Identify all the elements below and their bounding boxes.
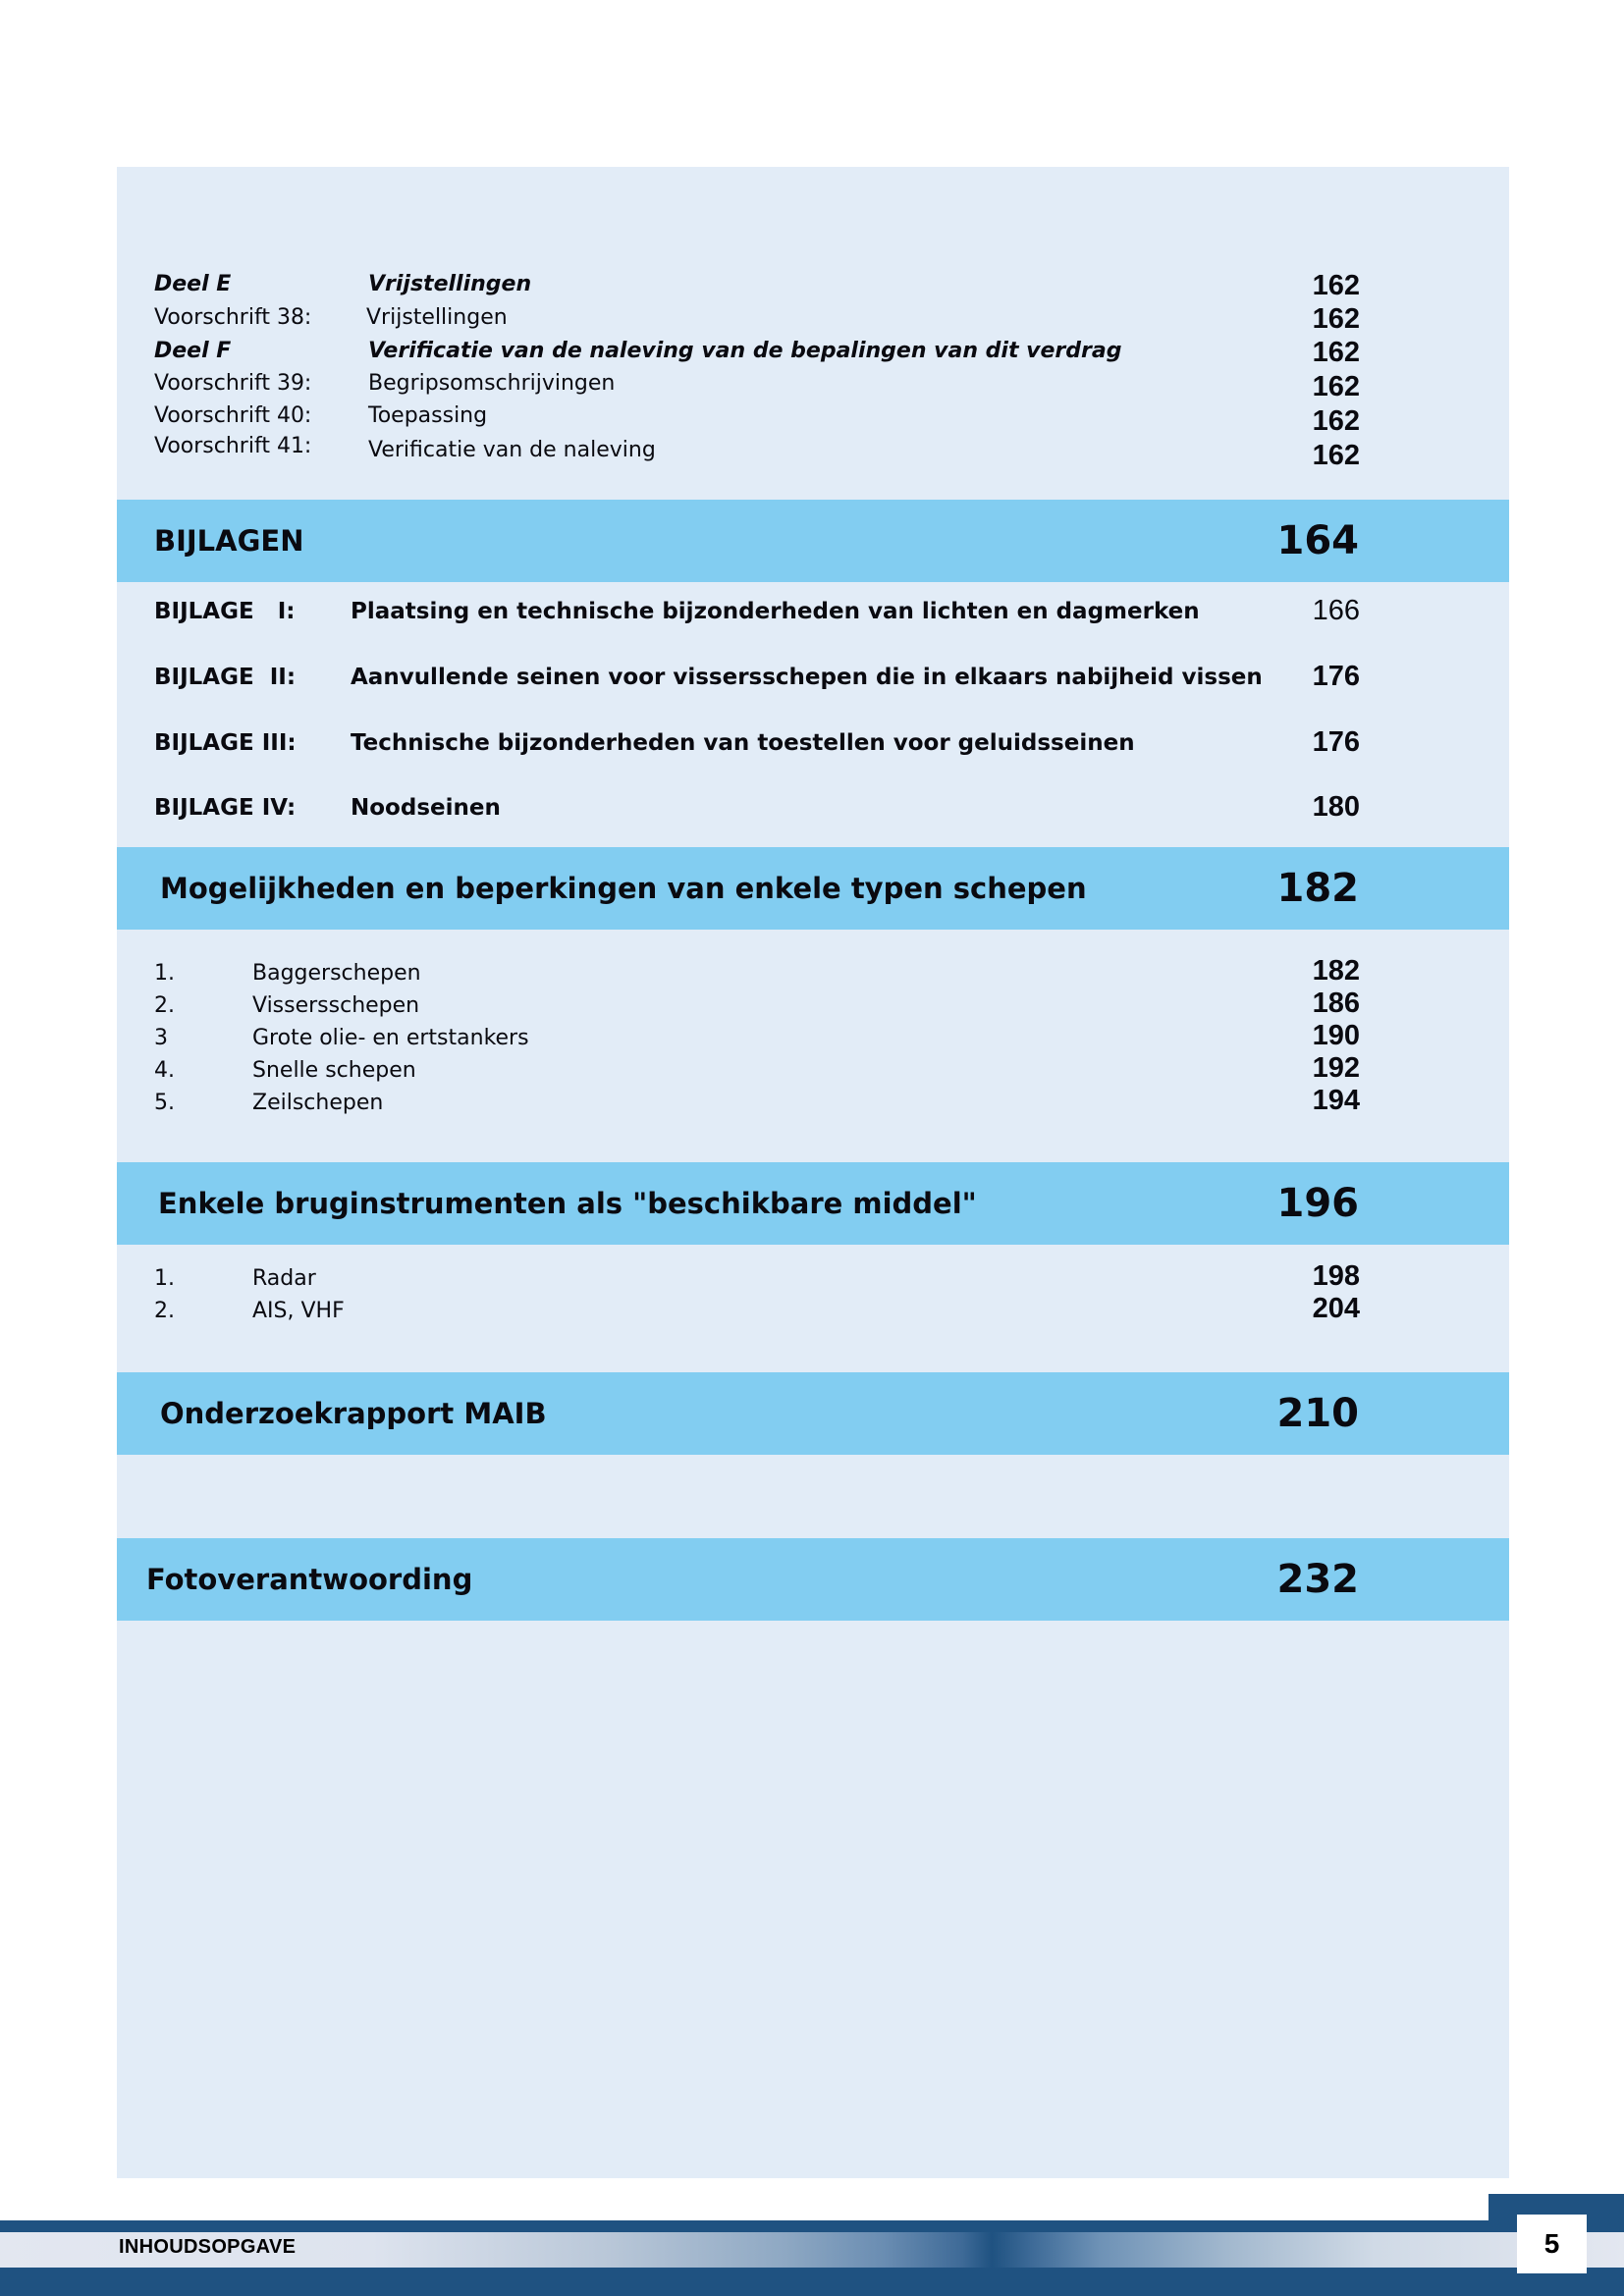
toc-row-label: BIJLAGE I: <box>154 599 296 624</box>
toc-row-title: AIS, VHF <box>252 1299 345 1323</box>
toc-row-title: Vissersschepen <box>252 993 420 1018</box>
toc-row-label: Voorschrift 40: <box>154 403 312 428</box>
section-title: Mogelijkheden en beperkingen van enkele typen schepen <box>160 872 1087 905</box>
toc-row-label: BIJLAGE III: <box>154 730 297 756</box>
section-title: Enkele bruginstrumenten als "beschikbare middel" <box>158 1187 977 1220</box>
section-header-bruginstrumenten[interactable] <box>117 1162 1509 1245</box>
toc-row-page: 162 <box>1312 303 1360 335</box>
section-header-fotoverantwoording[interactable] <box>117 1538 1509 1621</box>
toc-row-title: Grote olie- en ertstankers <box>252 1026 529 1050</box>
toc-row-page: 162 <box>1312 405 1360 437</box>
toc-row-page: 162 <box>1312 270 1360 301</box>
toc-row-title: Begripsomschrijvingen <box>368 371 616 396</box>
toc-row-title: Vrijstellingen <box>366 305 508 330</box>
toc-row-label: Deel E <box>154 272 232 296</box>
toc-row-page: 186 <box>1312 988 1360 1019</box>
toc-row-label: 5. <box>154 1091 175 1115</box>
toc-row-title: Plaatsing en technische bijzonderheden van lichten en dagmerken <box>351 599 1200 624</box>
section-header-schepen[interactable] <box>117 847 1509 930</box>
toc-row-title: Radar <box>252 1266 316 1291</box>
section-header-bijlagen[interactable] <box>117 500 1509 582</box>
toc-row-title: Vrijstellingen <box>368 272 532 296</box>
toc-row-label: 4. <box>154 1058 175 1083</box>
footer-section-label: INHOUDSOPGAVE <box>119 2236 297 2258</box>
toc-row-label: Voorschrift 41: <box>154 434 312 458</box>
toc-row-label: 2. <box>154 1299 175 1323</box>
toc-row-page: 162 <box>1312 337 1360 368</box>
toc-row-page: 162 <box>1312 440 1360 471</box>
toc-row-label: 1. <box>154 1266 175 1291</box>
toc-row-title: Verificatie van de naleving <box>368 438 656 462</box>
toc-row-page: 182 <box>1312 955 1360 987</box>
toc-row-page: 192 <box>1312 1052 1360 1084</box>
toc-row-label: Voorschrift 38: <box>154 305 312 330</box>
toc-row-label: BIJLAGE IV: <box>154 795 297 821</box>
section-title: BIJLAGEN <box>154 524 304 558</box>
toc-row-page: 176 <box>1312 661 1360 692</box>
toc-row-page: 190 <box>1312 1020 1360 1051</box>
section-title: Fotoverantwoording <box>146 1563 473 1596</box>
toc-row-title: Aanvullende seinen voor vissersschepen die in elkaars nabijheid vissen <box>351 665 1263 690</box>
toc-row-label: 1. <box>154 961 175 986</box>
section-page: 182 <box>1276 866 1359 911</box>
section-page: 196 <box>1276 1181 1359 1226</box>
toc-row-label: 3 <box>154 1026 168 1050</box>
toc-row-title: Baggerschepen <box>252 961 421 986</box>
section-page: 164 <box>1276 518 1359 563</box>
toc-row-label: 2. <box>154 993 175 1018</box>
toc-row-label: Voorschrift 39: <box>154 371 312 396</box>
toc-row-label: BIJLAGE II: <box>154 665 297 690</box>
toc-row-title: Toepassing <box>368 403 488 428</box>
toc-row-page: 176 <box>1312 726 1360 758</box>
toc-row-title: Zeilschepen <box>252 1091 384 1115</box>
toc-row-title: Noodseinen <box>351 795 501 821</box>
toc-row-title: Snelle schepen <box>252 1058 416 1083</box>
section-header-maib[interactable] <box>117 1372 1509 1455</box>
section-page: 210 <box>1276 1391 1359 1436</box>
toc-row-page: 180 <box>1312 791 1360 823</box>
section-page: 232 <box>1276 1557 1359 1602</box>
toc-row-page: 194 <box>1312 1085 1360 1116</box>
toc-row-title: Technische bijzonderheden van toestellen voor geluidsseinen <box>351 730 1135 756</box>
page-number: 5 <box>1517 2215 1587 2273</box>
toc-row-page: 166 <box>1312 595 1360 626</box>
toc-row-page: 162 <box>1312 371 1360 402</box>
toc-row-page: 204 <box>1312 1293 1360 1324</box>
toc-row-page: 198 <box>1312 1260 1360 1292</box>
section-title: Onderzoekrapport MAIB <box>160 1397 547 1430</box>
toc-row-title: Verificatie van de naleving van de bepalingen van dit verdrag <box>368 339 1122 363</box>
toc-row-label: Deel F <box>154 339 232 363</box>
